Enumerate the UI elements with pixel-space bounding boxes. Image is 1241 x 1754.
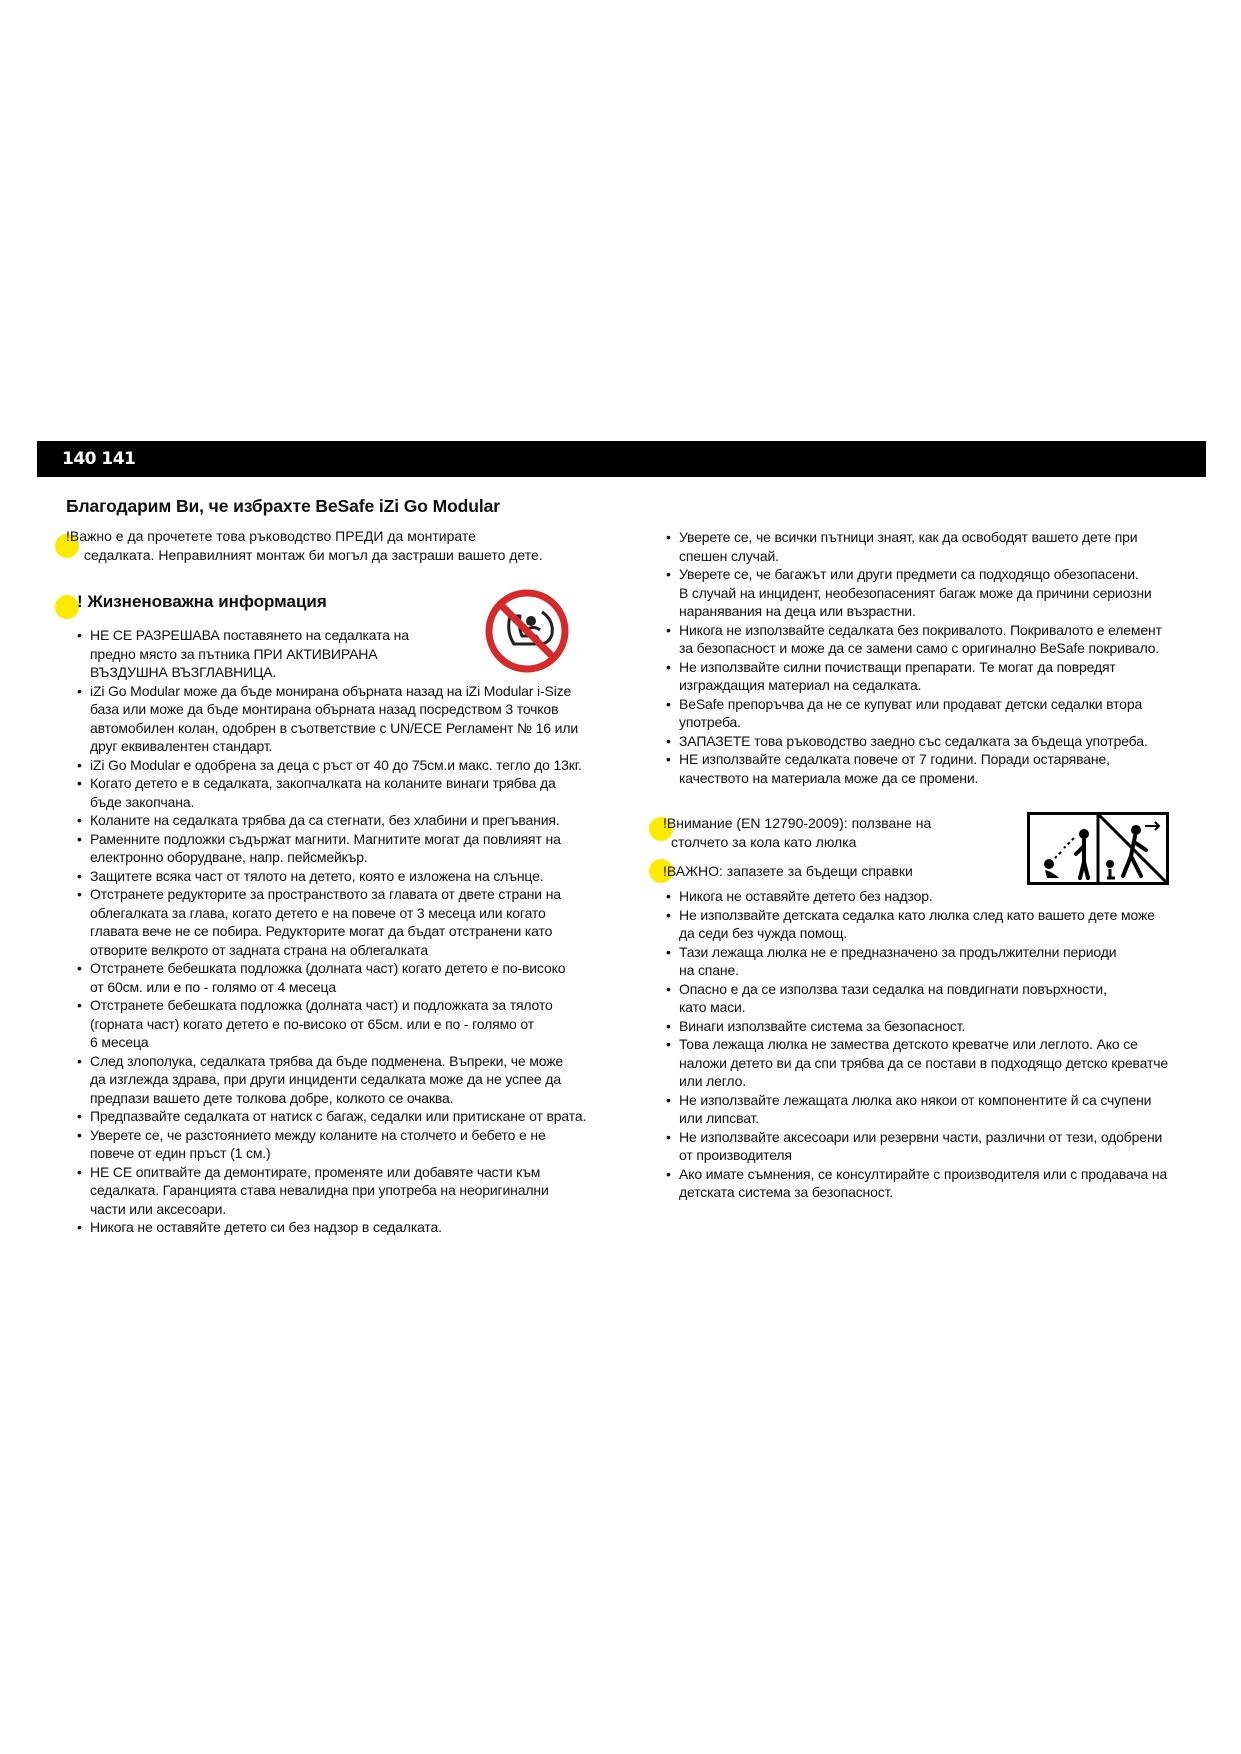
- list-item: [655, 750, 1185, 787]
- important-mark: !: [663, 863, 667, 879]
- list-item-line: • Тази лежаща люлка не е предназначено за продължителни периоди: [679, 943, 1117, 960]
- list-item: [655, 906, 1185, 943]
- list-item-line: • НЕ използвайте седалката повече от 7 години. Поради остаряване,: [679, 751, 1110, 767]
- right-column: [655, 528, 1185, 787]
- list-item: [655, 1035, 1185, 1091]
- list-item: [66, 1126, 606, 1163]
- list-item-line: повече от един пръст (1 см.): [90, 1145, 271, 1161]
- safety-list: [66, 626, 606, 1237]
- list-item-line: • Не използвайте аксесоари или резервни части, различни от тези, одобрени: [679, 1128, 1163, 1145]
- list-item-line: • Коланите на седалката трябва да са стегнати, без хлабини и прегъвания.: [90, 812, 560, 828]
- list-item-line: автомобилен колан, одобрен в съответствие с UN/ECE Регламент № 16 или: [90, 719, 579, 736]
- list-item: [655, 1091, 1185, 1128]
- list-item-line: • ЗАПАЗЕТЕ това ръководство заедно със седалката за бъдеща употреба.: [679, 732, 1148, 749]
- child-fall-warning-pictogram: [1027, 812, 1169, 885]
- list-item-line: изграждащия материал на седалката.: [679, 677, 922, 693]
- no-airbag-prohibition-icon: [484, 588, 570, 674]
- list-item-line: • Никога не оставяйте детето без надзор.: [679, 888, 933, 904]
- list-item-line: • iZi Go Modular може да бъде монирана обърната назад на iZi Modular i-Size: [90, 682, 572, 699]
- list-item-line: • Предпазвайте седалката от натиск с багаж, седалки или притискане от врата.: [90, 1108, 587, 1124]
- list-item-line: части или аксесоари.: [90, 1200, 226, 1217]
- list-item: [655, 658, 1185, 695]
- list-item-line: • Когато детето е в седалката, закопчалката на коланите винаги трябва да: [90, 775, 556, 791]
- intro-line-2: седалката. Неправилният монтаж би могъл да застраши вашето дете.: [84, 546, 543, 563]
- list-item-line: от 60см. или е по - голямо от 4 месеца: [90, 978, 337, 995]
- section-mark: !: [77, 592, 83, 611]
- list-item: [655, 1017, 1185, 1036]
- list-item-line: на спане.: [679, 962, 739, 978]
- list-item-line: употреба.: [679, 714, 741, 730]
- list-item-line: наложи детето ви да спи трябва да се постави в подходящо детско креватче: [679, 1054, 1169, 1071]
- list-item-line: база или може да бъде монтирана обърната назад посредством 3 точков: [90, 701, 559, 717]
- list-item-line: бъде закопчана.: [90, 793, 195, 810]
- list-item-line: • Защитете всяка част от тялото на детето, която е изложена на слънце.: [90, 867, 544, 884]
- list-item-line: предно място за пътника ПРИ АКТИВИРАНА: [90, 645, 378, 662]
- list-item: [66, 1107, 606, 1126]
- list-item-line: • Никога не използвайте седалката без покривалото. Покривалото е елемент: [679, 621, 1162, 638]
- intro-line-1: Важно е да прочетете това ръководство ПРЕДИ да монтирате: [69, 528, 476, 544]
- list-item: [655, 621, 1185, 658]
- list-item: [66, 885, 606, 959]
- list-item-line: предпази вашето дете толкова добре, колкото се очаква.: [90, 1089, 454, 1106]
- list-item: [66, 830, 606, 867]
- list-item-line: • НЕ СЕ РАЗРЕШАВА поставянето на седалката на: [90, 627, 409, 643]
- intro-note: [66, 527, 606, 564]
- list-item-line: (горната част) когато детето е по-високо от 65см. или е по - голямо от: [90, 1015, 535, 1032]
- list-item-line: ВЪЗДУШНА ВЪЗГЛАВНИЦА.: [90, 664, 277, 680]
- list-item-line: • НЕ СЕ опитвайте да демонтирате, променяте или добавяте части към: [90, 1163, 541, 1180]
- list-item-line: • Винаги използвайте система за безопасност.: [679, 1017, 966, 1034]
- safety-list-continued: [655, 528, 1185, 787]
- list-item: [66, 1052, 606, 1108]
- list-item-line: да изглежда здрава, при други инциденти седалката може да не успее да: [90, 1071, 561, 1087]
- list-item-line: • Уверете се, че багажът или други предмети са подходящо обезопасени.: [679, 566, 1139, 582]
- list-item: [655, 1165, 1185, 1202]
- list-item: [66, 1163, 606, 1219]
- list-item-line: • След злополука, седалката трябва да бъде подменена. Въпреки, че може: [90, 1052, 564, 1069]
- list-item-line: седалката. Гаранцията става невалидна при употреба на неоригинални: [90, 1182, 549, 1198]
- list-item-line: електронно оборудване, напр. пейсмейкър.: [90, 849, 368, 865]
- important-note: [655, 862, 985, 881]
- list-item-line: • Отстранете редукторите за пространството за главата от двете страни на: [90, 886, 561, 902]
- warning-line-1: Внимание (EN 12790-2009): ползване на: [666, 815, 932, 831]
- list-item: [655, 943, 1185, 980]
- list-item-line: друг еквивалентен стандарт.: [90, 738, 273, 754]
- right-column-lower: [655, 887, 1185, 1202]
- list-item-line: В случай на инцидент, необезопасеният багаж може да причини сериозни: [679, 584, 1152, 601]
- header-bar: [37, 441, 1206, 477]
- list-item-line: от производителя: [679, 1147, 792, 1163]
- list-item-line: главата вече не се побира. Редукторите могат да бъдат отстранени като: [90, 923, 553, 939]
- list-item: [66, 682, 606, 756]
- list-item: [655, 528, 1185, 565]
- highlight-dot: [55, 595, 79, 619]
- list-item: [66, 811, 606, 830]
- list-item-line: • Никога не оставяйте детето си без надзор в седалката.: [90, 1219, 442, 1235]
- list-item-line: • Отстранете бебешката подложка (долната част) когато детето е по-високо: [90, 960, 566, 976]
- list-item-line: • BeSafe препоръчва да не се купуват или продават детски седалки втора: [679, 695, 1143, 712]
- list-item: [655, 732, 1185, 751]
- list-item-line: • Отстранете бебешката подложка (долната част) и подложката за тялото: [90, 997, 553, 1013]
- page-numbers: 140 141: [62, 449, 136, 469]
- list-item-line: за безопасност и може да се замени само с оригинално BeSafe покривало.: [679, 640, 1160, 656]
- section-title: Жизненоважна информация: [87, 592, 327, 611]
- list-item-line: • iZi Go Modular е одобрена за деца с ръст от 40 до 75см.и макс. тегло до 13кг.: [90, 756, 582, 773]
- list-item-line: • Уверете се, че разстоянието между коланите на столчето и бебето е не: [90, 1126, 546, 1143]
- list-item: [66, 996, 606, 1052]
- list-item-line: или легло.: [679, 1073, 746, 1089]
- page-title: Благодарим Ви, че избрахте BeSafe iZi Go Modular: [66, 496, 500, 516]
- list-item-line: • Това лежаща люлка не замества детското креватче или леглото. Ако се: [679, 1036, 1138, 1052]
- cradle-usage-list: [655, 887, 1185, 1202]
- list-item: [66, 756, 606, 775]
- list-item: [66, 959, 606, 996]
- warning-line-2: столчето за кола като люлка: [671, 833, 857, 850]
- warning-mark: !: [663, 815, 667, 831]
- warning-note: [655, 814, 985, 851]
- list-item: [655, 980, 1185, 1017]
- list-item-line: детската система за безопасност.: [679, 1184, 894, 1200]
- list-item: [66, 774, 606, 811]
- list-item-line: облегалката за глава, когато детето е на повече от 3 месеца или когато: [90, 904, 546, 921]
- list-item: [66, 867, 606, 886]
- list-item-line: 6 месеца: [90, 1034, 149, 1050]
- list-item: [655, 1128, 1185, 1165]
- important-text: ВАЖНО: запазете за бъдещи справки: [666, 863, 913, 879]
- list-item-line: като маси.: [679, 999, 746, 1015]
- list-item-line: да седи без чужда помощ.: [679, 925, 848, 941]
- list-item: [655, 565, 1185, 621]
- list-item-line: • Уверете се, че всички пътници знаят, как да освободят вашето дете при: [679, 529, 1138, 545]
- list-item-line: • Ако имате съмнения, се консултирайте с производителя или с продавача на: [679, 1165, 1168, 1182]
- list-item-line: • Не използвайте силни почистващи препарати. Те могат да повредят: [679, 658, 1116, 675]
- list-item-line: наранявания на деца или възрастни.: [679, 603, 916, 619]
- list-item-line: • Раменните подложки съдържат магнити. Магнитите могат да повлияят на: [90, 830, 561, 847]
- list-item: [655, 695, 1185, 732]
- list-item: [66, 1218, 606, 1237]
- list-item-line: • Не използвайте лежащата люлка ако някои от компонентите й са счупени: [679, 1091, 1152, 1108]
- list-item: [655, 887, 1185, 906]
- list-item-line: отворите велкрото от задната страна на облегалката: [90, 941, 429, 958]
- list-item-line: • Опасно е да се използва тази седалка на повдигнати повърхности,: [679, 980, 1107, 997]
- list-item-line: • Не използвайте детската седалка като люлка след като вашето дете може: [679, 906, 1155, 923]
- list-item-line: качеството на материала може да се промени.: [679, 769, 979, 786]
- intro-mark: !: [66, 528, 70, 544]
- list-item-line: спешен случай.: [679, 547, 779, 564]
- list-item-line: или липсват.: [679, 1110, 759, 1126]
